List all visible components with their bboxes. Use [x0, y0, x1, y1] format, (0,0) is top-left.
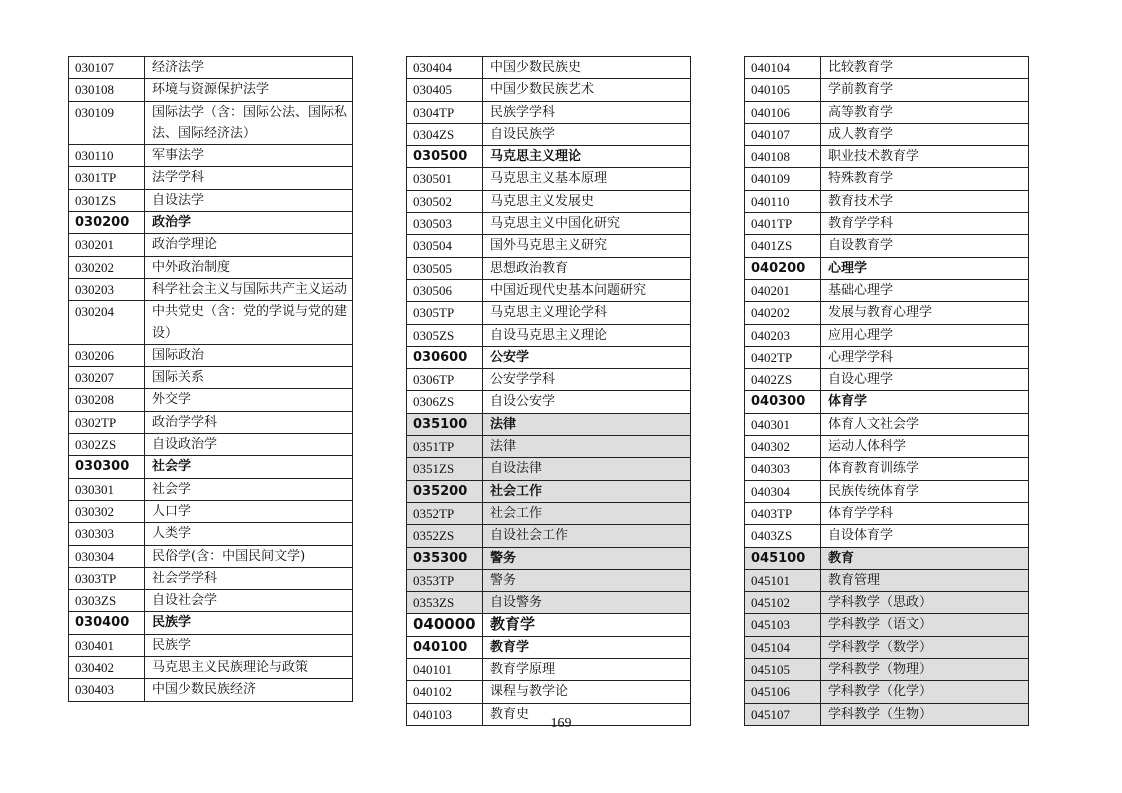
table-row [69, 212, 353, 234]
table-row [69, 634, 353, 656]
subject-code: 030600 [407, 346, 483, 368]
subject-name: 体育教育训练学 [821, 458, 1029, 480]
subject-code: 040101 [407, 659, 483, 681]
table-row [407, 123, 691, 145]
subject-code: 040102 [407, 681, 483, 703]
table-row [745, 547, 1029, 569]
subject-name: 经济法学 [145, 57, 353, 79]
table-row [69, 590, 353, 612]
table-row [745, 369, 1029, 391]
subject-name: 法律 [483, 413, 691, 435]
subject-code: 0353TP [407, 569, 483, 591]
subject-table-right [744, 56, 1029, 726]
subject-name: 民族传统体育学 [821, 480, 1029, 502]
subject-code: 0401TP [745, 213, 821, 235]
subject-code: 040110 [745, 190, 821, 212]
subject-name: 国际法学（含：国际公法、国际私法、国际经济法） [145, 101, 353, 145]
table-row [407, 391, 691, 413]
subject-code: 040103 [407, 703, 483, 725]
table-row [69, 234, 353, 256]
table-row [745, 346, 1029, 368]
subject-name: 警务 [483, 569, 691, 591]
subject-code: 040104 [745, 57, 821, 79]
subject-code: 030204 [69, 301, 145, 345]
subject-code: 030300 [69, 456, 145, 478]
subject-name: 应用心理学 [821, 324, 1029, 346]
table-row [745, 525, 1029, 547]
table-row [407, 213, 691, 235]
subject-name: 学科教学（化学） [821, 681, 1029, 703]
subject-code: 030303 [69, 523, 145, 545]
subject-name: 职业技术教育学 [821, 146, 1029, 168]
subject-code: 040000 [407, 614, 483, 636]
subject-code: 0352ZS [407, 525, 483, 547]
subject-name: 教育史 [483, 703, 691, 725]
subject-name: 自设马克思主义理论 [483, 324, 691, 346]
subject-code: 0402TP [745, 346, 821, 368]
subject-code: 030108 [69, 79, 145, 101]
table-row [407, 168, 691, 190]
table-row [745, 57, 1029, 79]
subject-code: 030501 [407, 168, 483, 190]
subject-name: 民族学 [145, 612, 353, 634]
subject-code: 030403 [69, 679, 145, 701]
subject-code: 030107 [69, 57, 145, 79]
subject-name: 成人教育学 [821, 123, 1029, 145]
table-row [745, 79, 1029, 101]
subject-name: 体育学学科 [821, 502, 1029, 524]
table-row [745, 279, 1029, 301]
subject-code: 030109 [69, 101, 145, 145]
table-row [69, 344, 353, 366]
subject-name: 马克思主义中国化研究 [483, 213, 691, 235]
table-row [745, 324, 1029, 346]
subject-code: 040105 [745, 79, 821, 101]
subject-name: 自设法学 [145, 189, 353, 211]
subject-code: 030500 [407, 146, 483, 168]
table-row [745, 502, 1029, 524]
subject-name: 教育技术学 [821, 190, 1029, 212]
table-row [407, 190, 691, 212]
table-row [407, 369, 691, 391]
subject-name: 外交学 [145, 389, 353, 411]
subject-code: 045100 [745, 547, 821, 569]
subject-name: 心理学学科 [821, 346, 1029, 368]
subject-name: 军事法学 [145, 145, 353, 167]
subject-name: 民族学学科 [483, 101, 691, 123]
subject-name: 马克思主义理论 [483, 146, 691, 168]
subject-name: 心理学 [821, 257, 1029, 279]
subject-code: 040202 [745, 302, 821, 324]
table-row [407, 525, 691, 547]
table-row [745, 436, 1029, 458]
table-row [745, 101, 1029, 123]
table-row [745, 480, 1029, 502]
subject-name: 马克思主义基本原理 [483, 168, 691, 190]
subject-code: 040200 [745, 257, 821, 279]
subject-code: 0304ZS [407, 123, 483, 145]
subject-code: 0351TP [407, 436, 483, 458]
table-row [745, 168, 1029, 190]
subject-name: 社会学学科 [145, 567, 353, 589]
subject-code: 040301 [745, 413, 821, 435]
subject-name: 教育管理 [821, 569, 1029, 591]
table-row [69, 434, 353, 456]
subject-name: 政治学理论 [145, 234, 353, 256]
subject-name: 中国少数民族史 [483, 57, 691, 79]
table-row [407, 569, 691, 591]
subject-code: 0351ZS [407, 458, 483, 480]
subject-name: 自设社会工作 [483, 525, 691, 547]
table-row [407, 458, 691, 480]
table-row [69, 167, 353, 189]
table-row [407, 235, 691, 257]
subject-name: 发展与教育心理学 [821, 302, 1029, 324]
subject-name: 运动人体科学 [821, 436, 1029, 458]
table-row [69, 145, 353, 167]
subject-name: 比较教育学 [821, 57, 1029, 79]
table-row [69, 456, 353, 478]
table-row [407, 302, 691, 324]
subject-name: 自设警务 [483, 592, 691, 614]
table-row [69, 79, 353, 101]
subject-code: 035300 [407, 547, 483, 569]
subject-code: 035100 [407, 413, 483, 435]
subject-code: 040203 [745, 324, 821, 346]
table-row [745, 659, 1029, 681]
table-row [407, 146, 691, 168]
subject-code: 040302 [745, 436, 821, 458]
subject-name: 国际政治 [145, 344, 353, 366]
subject-code: 045106 [745, 681, 821, 703]
subject-code: 0305TP [407, 302, 483, 324]
subject-name: 自设民族学 [483, 123, 691, 145]
subject-code: 045104 [745, 636, 821, 658]
subject-name: 法学学科 [145, 167, 353, 189]
subject-code: 0352TP [407, 502, 483, 524]
subject-code: 0302TP [69, 411, 145, 433]
table-row [745, 213, 1029, 235]
subject-name: 学科教学（物理） [821, 659, 1029, 681]
table-row [745, 302, 1029, 324]
table-row [69, 101, 353, 145]
subject-code: 0402ZS [745, 369, 821, 391]
subject-code: 030400 [69, 612, 145, 634]
table-row [407, 79, 691, 101]
table-row [69, 411, 353, 433]
subject-name: 课程与教学论 [483, 681, 691, 703]
subject-name: 教育学 [483, 636, 691, 658]
subject-code: 030200 [69, 212, 145, 234]
subject-name: 基础心理学 [821, 279, 1029, 301]
subject-name: 高等教育学 [821, 101, 1029, 123]
subject-name: 自设社会学 [145, 590, 353, 612]
subject-code: 030402 [69, 657, 145, 679]
subject-code: 0306TP [407, 369, 483, 391]
subject-code: 030405 [407, 79, 483, 101]
subject-code: 030301 [69, 478, 145, 500]
table-row [407, 502, 691, 524]
table-row [745, 146, 1029, 168]
subject-code: 030202 [69, 256, 145, 278]
subject-code: 030203 [69, 278, 145, 300]
subject-name: 体育学 [821, 391, 1029, 413]
subject-name: 社会学 [145, 456, 353, 478]
subject-name: 民族学 [145, 634, 353, 656]
table-row [407, 636, 691, 658]
subject-name: 自设政治学 [145, 434, 353, 456]
subject-code: 040300 [745, 391, 821, 413]
subject-code: 040109 [745, 168, 821, 190]
subject-name: 自设体育学 [821, 525, 1029, 547]
subject-table-left [68, 56, 353, 702]
table-row [69, 523, 353, 545]
table-row [69, 278, 353, 300]
subject-code: 040303 [745, 458, 821, 480]
table-row [745, 592, 1029, 614]
subject-name: 自设教育学 [821, 235, 1029, 257]
table-row [407, 547, 691, 569]
table-row [69, 657, 353, 679]
table-row [69, 389, 353, 411]
subject-code: 0401ZS [745, 235, 821, 257]
table-row [745, 614, 1029, 636]
subject-name: 中国少数民族艺术 [483, 79, 691, 101]
table-row [745, 458, 1029, 480]
table-row [407, 659, 691, 681]
subject-name: 科学社会主义与国际共产主义运动 [145, 278, 353, 300]
subject-code: 030207 [69, 367, 145, 389]
subject-name: 社会工作 [483, 502, 691, 524]
subject-name: 学科教学（数学） [821, 636, 1029, 658]
subject-name: 学科教学（语文） [821, 614, 1029, 636]
subject-code: 045101 [745, 569, 821, 591]
table-row [745, 190, 1029, 212]
table-row [745, 636, 1029, 658]
table-row [407, 279, 691, 301]
subject-code: 030401 [69, 634, 145, 656]
subject-code: 030302 [69, 500, 145, 522]
subject-code: 0302ZS [69, 434, 145, 456]
subject-code: 0301TP [69, 167, 145, 189]
subject-code: 035200 [407, 480, 483, 502]
subject-name: 教育学学科 [821, 213, 1029, 235]
table-row [407, 681, 691, 703]
subject-code: 0403ZS [745, 525, 821, 547]
subject-name: 中国近现代史基本问题研究 [483, 279, 691, 301]
subject-code: 030201 [69, 234, 145, 256]
subject-code: 030506 [407, 279, 483, 301]
subject-code: 030503 [407, 213, 483, 235]
subject-code: 0306ZS [407, 391, 483, 413]
table-row [407, 413, 691, 435]
subject-code: 0303TP [69, 567, 145, 589]
subject-code: 040304 [745, 480, 821, 502]
table-row [69, 567, 353, 589]
subject-name: 学科教学（生物） [821, 703, 1029, 725]
subject-code: 0353ZS [407, 592, 483, 614]
subject-name: 思想政治教育 [483, 257, 691, 279]
subject-code: 030504 [407, 235, 483, 257]
subject-name: 警务 [483, 547, 691, 569]
subject-name: 教育学原理 [483, 659, 691, 681]
table-row [407, 101, 691, 123]
table-row [69, 478, 353, 500]
subject-name: 教育学 [483, 614, 691, 636]
subject-name: 自设公安学 [483, 391, 691, 413]
table-row [407, 436, 691, 458]
subject-code: 0304TP [407, 101, 483, 123]
table-row [69, 256, 353, 278]
table-row [407, 346, 691, 368]
table-row [69, 500, 353, 522]
subject-code: 0301ZS [69, 189, 145, 211]
subject-name: 中共党史（含：党的学说与党的建设） [145, 301, 353, 345]
table-row [69, 545, 353, 567]
table-row [69, 301, 353, 345]
subject-name: 教育 [821, 547, 1029, 569]
subject-name: 人类学 [145, 523, 353, 545]
subject-name: 法律 [483, 436, 691, 458]
subject-code: 045105 [745, 659, 821, 681]
subject-name: 公安学 [483, 346, 691, 368]
table-row [745, 123, 1029, 145]
subject-name: 政治学学科 [145, 411, 353, 433]
table-row [69, 612, 353, 634]
subject-name: 环境与资源保护法学 [145, 79, 353, 101]
subject-code: 030505 [407, 257, 483, 279]
subject-name: 马克思主义民族理论与政策 [145, 657, 353, 679]
subject-code: 0305ZS [407, 324, 483, 346]
table-row [69, 367, 353, 389]
table-row [745, 413, 1029, 435]
table-row [69, 57, 353, 79]
subject-name: 体育人文社会学 [821, 413, 1029, 435]
subject-name: 特殊教育学 [821, 168, 1029, 190]
subject-name: 民俗学(含：中国民间文学) [145, 545, 353, 567]
subject-name: 公安学学科 [483, 369, 691, 391]
table-row [745, 257, 1029, 279]
subject-code: 040108 [745, 146, 821, 168]
subject-code: 030404 [407, 57, 483, 79]
subject-code: 030208 [69, 389, 145, 411]
subject-code: 030304 [69, 545, 145, 567]
table-row [407, 324, 691, 346]
table-row [407, 480, 691, 502]
subject-code: 030502 [407, 190, 483, 212]
table-row [407, 257, 691, 279]
subject-name: 学科教学（思政） [821, 592, 1029, 614]
subject-name: 学前教育学 [821, 79, 1029, 101]
subject-name: 自设心理学 [821, 369, 1029, 391]
subject-code: 045103 [745, 614, 821, 636]
subject-code: 030206 [69, 344, 145, 366]
table-row [407, 592, 691, 614]
table-row [745, 235, 1029, 257]
subject-code: 0403TP [745, 502, 821, 524]
subject-code: 030110 [69, 145, 145, 167]
subject-code: 0303ZS [69, 590, 145, 612]
subject-name: 自设法律 [483, 458, 691, 480]
subject-name: 政治学 [145, 212, 353, 234]
table-row [745, 391, 1029, 413]
table-row [69, 679, 353, 701]
subject-name: 社会工作 [483, 480, 691, 502]
subject-name: 国际关系 [145, 367, 353, 389]
subject-code: 040100 [407, 636, 483, 658]
subject-name: 社会学 [145, 478, 353, 500]
subject-name: 中国少数民族经济 [145, 679, 353, 701]
subject-code: 040107 [745, 123, 821, 145]
subject-name: 中外政治制度 [145, 256, 353, 278]
subject-table-middle [406, 56, 691, 726]
table-row [745, 569, 1029, 591]
table-row [407, 614, 691, 636]
subject-code: 040201 [745, 279, 821, 301]
page-number: 169 [550, 716, 572, 731]
table-row [69, 189, 353, 211]
subject-name: 马克思主义发展史 [483, 190, 691, 212]
table-row [745, 681, 1029, 703]
subject-name: 马克思主义理论学科 [483, 302, 691, 324]
subject-code: 045102 [745, 592, 821, 614]
subject-name: 国外马克思主义研究 [483, 235, 691, 257]
table-row [407, 57, 691, 79]
subject-name: 人口学 [145, 500, 353, 522]
subject-code: 040106 [745, 101, 821, 123]
subject-code: 045107 [745, 703, 821, 725]
